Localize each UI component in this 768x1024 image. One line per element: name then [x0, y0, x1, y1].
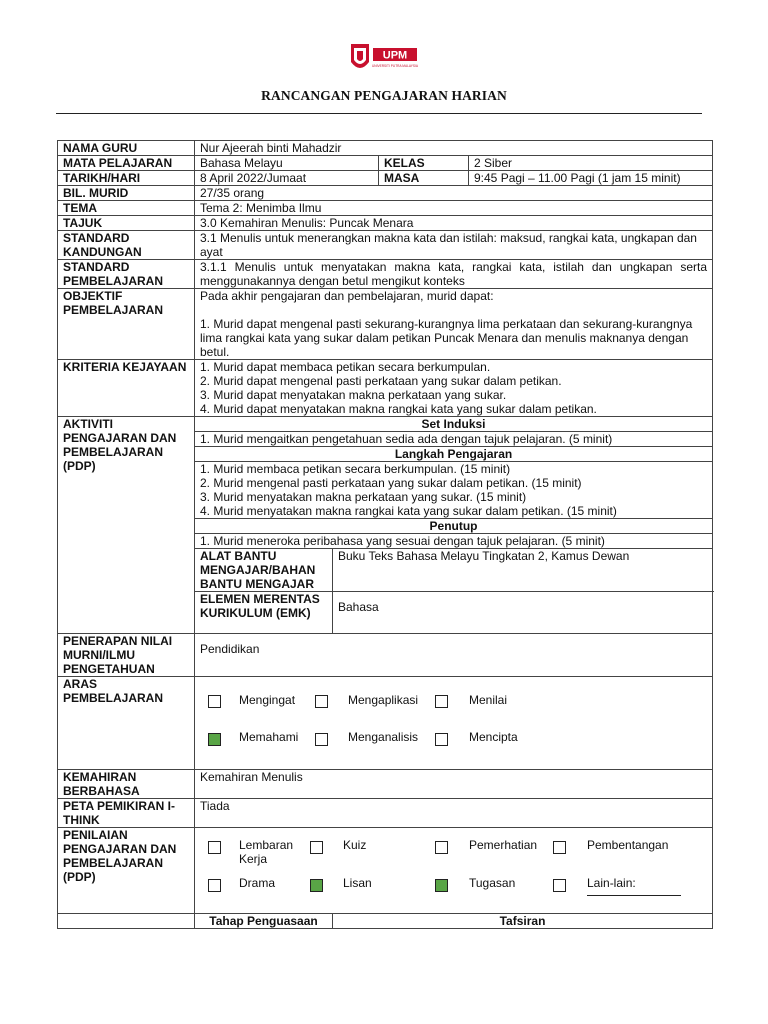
row-tarikh	[58, 171, 713, 186]
option-mengaplikasi: Mengaplikasi	[348, 693, 419, 707]
row-standard-pembelajaran	[58, 260, 713, 289]
value-bil-murid: 27/35 orang	[195, 186, 713, 201]
option-drama: Drama	[239, 876, 276, 890]
value-standard-kandungan: 3.1 Menulis untuk menerangkan makna kata dan istilah: maksud, rangkai kata, ungkapan dan ayat	[195, 231, 713, 260]
label-tema: TEMA	[58, 201, 195, 216]
row-objektif	[58, 289, 713, 360]
checkbox-tugasan[interactable]	[435, 879, 448, 892]
value-standard-pembelajaran: 3.1.1 Menulis untuk menyatakan makna kata, rangkai kata, istilah dan ungkapan serta menggunakannya dengan betul mengikut konteks	[195, 260, 713, 289]
label-masa: MASA	[379, 171, 469, 186]
value-emk: Bahasa	[333, 592, 713, 634]
svg-text:UNIVERSITI PUTRA MALAYSIA: UNIVERSITI PUTRA MALAYSIA	[372, 64, 418, 68]
label-emk: ELEMEN MERENTAS KURIKULUM (EMK)	[195, 592, 333, 634]
value-ithink: Tiada	[195, 799, 713, 828]
langkah-item: 3. Murid menyatakan makna perkataan yang sukar. (15 minit)	[200, 490, 527, 504]
checkbox-drama[interactable]	[208, 879, 221, 892]
row-footer	[58, 914, 713, 929]
label-nama-guru: NAMA GURU	[58, 141, 195, 156]
row-bil-murid	[58, 186, 713, 201]
label-penilaian: PENILAIAN PENGAJARAN DAN PEMBELAJARAN (PDP)	[58, 828, 195, 914]
page-title: RANCANGAN PENGAJARAN HARIAN	[261, 88, 507, 103]
label-kemahiran: KEMAHIRAN BERBAHASA	[58, 770, 195, 799]
checkbox-menilai[interactable]	[435, 695, 448, 708]
kriteria-item: 4. Murid dapat menyatakan makna rangkai kata yang sukar dalam petikan.	[200, 402, 597, 416]
row-nilai	[58, 634, 713, 677]
langkah-list	[195, 462, 713, 519]
row-mata-pelajaran	[58, 156, 713, 171]
kriteria-item: 1. Murid dapat membaca petikan secara berkumpulan.	[200, 360, 491, 374]
option-kuiz: Kuiz	[343, 838, 367, 852]
value-nilai: Pendidikan	[195, 634, 713, 677]
option-pembentangan: Pembentangan	[587, 838, 669, 852]
label-kelas: KELAS	[379, 156, 469, 171]
svg-text:UPM: UPM	[382, 49, 408, 62]
value-masa: 9:45 Pagi – 11.00 Pagi (1 jam 15 minit)	[469, 171, 713, 186]
objektif-item: 1. Murid dapat mengenal pasti sekurang-kurangnya lima perkataan dan sekurang-kurangnya lima rangkai kata yang sukar dalam petikan Puncak Menara dan menulis maknanya dengan betul.	[200, 317, 693, 359]
aras-options	[195, 677, 713, 770]
label-standard-pembelajaran: STANDARD PEMBELAJARAN	[58, 260, 195, 289]
label-bil-murid: BIL. MURID	[58, 186, 195, 201]
upm-logo	[349, 42, 421, 76]
option-menilai: Menilai	[469, 693, 508, 707]
row-aktiviti-1	[58, 417, 713, 432]
checkbox-mengingat[interactable]	[208, 695, 221, 708]
lesson-plan-table	[57, 140, 713, 929]
value-tajuk: 3.0 Kemahiran Menulis: Puncak Menara	[195, 216, 713, 231]
row-standard-kandungan	[58, 231, 713, 260]
option-pemerhatian: Pemerhatian	[469, 838, 538, 852]
option-memahami: Memahami	[239, 730, 299, 744]
row-nama-guru	[58, 141, 713, 156]
value-nama-guru: Nur Ajeerah binti Mahadzir	[195, 141, 713, 156]
set-induksi-heading: Set Induksi	[195, 417, 713, 432]
label-nilai: PENERAPAN NILAI MURNI/ILMU PENGETAHUAN	[58, 634, 195, 677]
value-kelas: 2 Siber	[469, 156, 713, 171]
checkbox-lain-lain[interactable]	[553, 879, 566, 892]
checkbox-pemerhatian[interactable]	[435, 841, 448, 854]
value-alat-bantu: Buku Teks Bahasa Melayu Tingkatan 2, Kamus Dewan	[333, 549, 713, 592]
row-kemahiran	[58, 770, 713, 799]
penilaian-options	[195, 828, 713, 914]
label-aras: ARAS PEMBELAJARAN	[58, 677, 195, 770]
kriteria-item: 3. Murid dapat menyatakan makna perkataan yang sukar.	[200, 388, 507, 402]
checkbox-memahami[interactable]	[208, 733, 221, 746]
checkbox-mengaplikasi[interactable]	[315, 695, 328, 708]
label-mata-pelajaran: MATA PELAJARAN	[58, 156, 195, 171]
checkbox-lisan[interactable]	[310, 879, 323, 892]
value-kemahiran: Kemahiran Menulis	[195, 770, 713, 799]
option-mencipta: Mencipta	[469, 730, 518, 744]
checkbox-mencipta[interactable]	[435, 733, 448, 746]
label-ithink: PETA PEMIKIRAN I-THINK	[58, 799, 195, 828]
header-tafsiran: Tafsiran	[333, 914, 713, 929]
value-tema: Tema 2: Menimba Ilmu	[195, 201, 713, 216]
value-objektif	[195, 289, 713, 360]
set-induksi-item: 1. Murid mengaitkan pengetahuan sedia ada dengan tajuk pelajaran. (5 minit)	[195, 432, 713, 447]
lain-lain-blank-line[interactable]	[587, 894, 681, 896]
label-tarikh: TARIKH/HARI	[58, 171, 195, 186]
value-kriteria	[195, 360, 713, 417]
label-kriteria: KRITERIA KEJAYAAN	[58, 360, 195, 417]
penutup-heading: Penutup	[195, 519, 713, 534]
label-alat-bantu: ALAT BANTU MENGAJAR/BAHAN BANTU MENGAJAR	[195, 549, 333, 592]
langkah-item: 2. Murid mengenal pasti perkataan yang sukar dalam petikan. (15 minit)	[200, 476, 582, 490]
checkbox-kuiz[interactable]	[310, 841, 323, 854]
row-kriteria	[58, 360, 713, 417]
row-penilaian	[58, 828, 713, 914]
row-ithink	[58, 799, 713, 828]
value-mata-pelajaran: Bahasa Melayu	[195, 156, 379, 171]
langkah-heading: Langkah Pengajaran	[195, 447, 713, 462]
objektif-intro: Pada akhir pengajaran dan pembelajaran, murid dapat:	[200, 289, 494, 303]
row-aras	[58, 677, 713, 770]
langkah-item: 1. Murid membaca petikan secara berkumpulan. (15 minit)	[200, 462, 511, 476]
row-tajuk	[58, 216, 713, 231]
header-tahap-penguasaan: Tahap Penguasaan	[195, 914, 333, 929]
title-rule	[56, 113, 702, 114]
kriteria-item: 2. Murid dapat mengenal pasti perkataan yang sukar dalam petikan.	[200, 374, 562, 388]
langkah-item: 4. Murid menyatakan makna rangkai kata yang sukar dalam petikan. (15 minit)	[200, 504, 617, 518]
label-aktiviti: AKTIVITI PENGAJARAN DAN PEMBELAJARAN (PDP)	[58, 417, 195, 634]
label-tajuk: TAJUK	[58, 216, 195, 231]
value-tarikh: 8 April 2022/Jumaat	[195, 171, 379, 186]
label-standard-kandungan: STANDARD KANDUNGAN	[58, 231, 195, 260]
checkbox-pembentangan[interactable]	[553, 841, 566, 854]
option-lain-lain: Lain-lain:	[587, 876, 636, 890]
penutup-item: 1. Murid meneroka peribahasa yang sesuai dengan tajuk pelajaran. (5 minit)	[195, 534, 713, 549]
row-tema	[58, 201, 713, 216]
option-lembaran-kerja: Lembaran Kerja	[239, 838, 294, 866]
checkbox-lembaran-kerja[interactable]	[208, 841, 221, 854]
option-tugasan: Tugasan	[469, 876, 516, 890]
option-lisan: Lisan	[343, 876, 372, 890]
option-mengingat: Mengingat	[239, 693, 296, 707]
checkbox-menganalisis[interactable]	[315, 733, 328, 746]
option-menganalisis: Menganalisis	[348, 730, 419, 744]
label-objektif: OBJEKTIF PEMBELAJARAN	[58, 289, 195, 360]
